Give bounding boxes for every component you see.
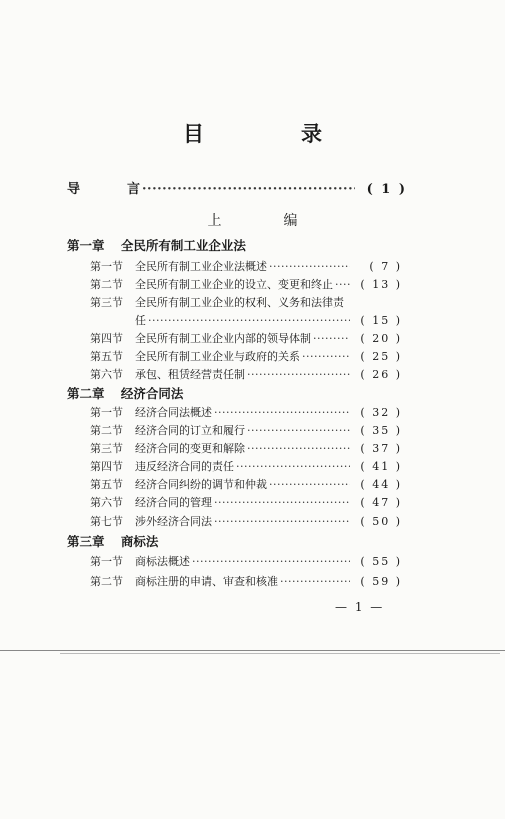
intro-label: 导 [67,182,81,197]
section-page-number: ( 25 ) [360,350,402,363]
toc-entry [90,366,402,382]
leader-dots [280,575,350,588]
leader-dots [214,406,350,419]
section-number: 第四节 [90,460,123,473]
section-title: 全民所有制工业企业与政府的关系 [135,350,300,363]
toc-entry [90,348,402,364]
section-page-number: ( 35 ) [360,424,402,437]
section-number: 第三节 [90,442,123,455]
section-page-number: ( 13 ) [360,278,402,291]
chapter-heading-3 [67,532,158,550]
section-page-number: ( 47 ) [360,496,402,509]
leader-dots [313,332,350,345]
section-number: 第二节 [90,424,123,437]
toc-entry [90,330,402,346]
page-number-footer: — 1 — [335,600,385,614]
chapter-title: 商标法 [120,534,159,549]
leader-dots [214,496,350,509]
section-number: 第一节 [90,260,123,273]
toc-entry [90,258,402,274]
toc-entry [90,294,402,310]
toc-entry [90,422,402,438]
chapter-heading-2 [67,384,183,402]
section-page-number: ( 26 ) [360,368,402,381]
section-page-number: ( 20 ) [360,332,402,345]
toc-entry [90,513,402,529]
leader-dots [269,260,350,273]
section-number: 第六节 [90,368,123,381]
section-number: 第三节 [90,296,123,309]
intro-page-number: ( 1 ) [366,182,407,197]
toc-entry [90,494,402,510]
toc-entry-continuation [135,312,402,328]
toc-entry [90,458,402,474]
section-number: 第二节 [90,575,123,588]
section-number: 第四节 [90,332,123,345]
section-title: 经济合同的管理 [135,496,212,509]
section-page-number: ( 59 ) [360,575,402,588]
section-title: 承包、租赁经营责任制 [135,368,245,381]
leader-dots [335,278,350,291]
section-title: 全民所有制工业企业的权利、义务和法律责 [135,296,344,309]
section-number: 第五节 [90,350,123,363]
leader-dots [214,515,350,528]
toc-entry [90,476,402,492]
chapter-title: 经济合同法 [120,386,184,401]
section-number: 第五节 [90,478,123,491]
leader-dots [247,368,350,381]
toc-entry-intro [67,178,407,197]
leader-dots [142,182,355,197]
section-page-number: ( 32 ) [360,406,402,419]
toc-entry [90,440,402,456]
section-title: 违反经济合同的责任 [135,460,234,473]
section-number: 第一节 [90,555,123,568]
section-page-number: ( 55 ) [360,555,402,568]
leader-dots [302,350,350,363]
section-title: 经济合同的变更和解除 [135,442,245,455]
section-title: 全民所有制工业企业法概述 [135,260,267,273]
section-title: 全民所有制工业企业的设立、变更和终止 [135,278,333,291]
section-page-number: ( 41 ) [360,460,402,473]
intro-label2: 言 [127,182,141,197]
chapter-heading-1 [67,236,246,254]
leader-dots [148,314,350,327]
section-title: 商标法概述 [135,555,190,568]
section-page-number: ( 37 ) [360,442,402,455]
section-page-number: ( 15 ) [360,314,402,327]
section-title: 商标注册的申请、审查和核准 [135,575,278,588]
section-title: 全民所有制工业企业内部的领导体制 [135,332,311,345]
section-title: 经济合同的订立和履行 [135,424,245,437]
scan-edge-line [0,650,505,651]
toc-entry [90,276,402,292]
section-title: 涉外经济合同法 [135,515,212,528]
part-heading: 上 编 [207,213,322,229]
section-page-number: ( 44 ) [360,478,402,491]
section-number: 第七节 [90,515,123,528]
section-page-number: ( 7 ) [369,260,402,273]
toc-entry [90,573,402,589]
chapter-title: 全民所有制工业企业法 [120,238,246,253]
chapter-number: 第一章 [67,238,105,253]
chapter-number: 第二章 [67,386,105,401]
leader-dots [236,460,350,473]
toc-entry [90,404,402,420]
section-number: 第六节 [90,496,123,509]
section-number: 第一节 [90,406,123,419]
page-title: 目 录 [183,121,360,146]
section-title: 经济合同纠纷的调节和仲裁 [135,478,267,491]
toc-entry [90,553,402,569]
leader-dots [247,424,350,437]
leader-dots [269,478,350,491]
section-page-number: ( 50 ) [360,515,402,528]
section-title-continued: 任 [135,314,146,327]
scan-edge-line [60,653,500,654]
section-title: 经济合同法概述 [135,406,212,419]
leader-dots [192,555,350,568]
chapter-number: 第三章 [67,534,105,549]
section-number: 第二节 [90,278,123,291]
leader-dots [247,442,350,455]
